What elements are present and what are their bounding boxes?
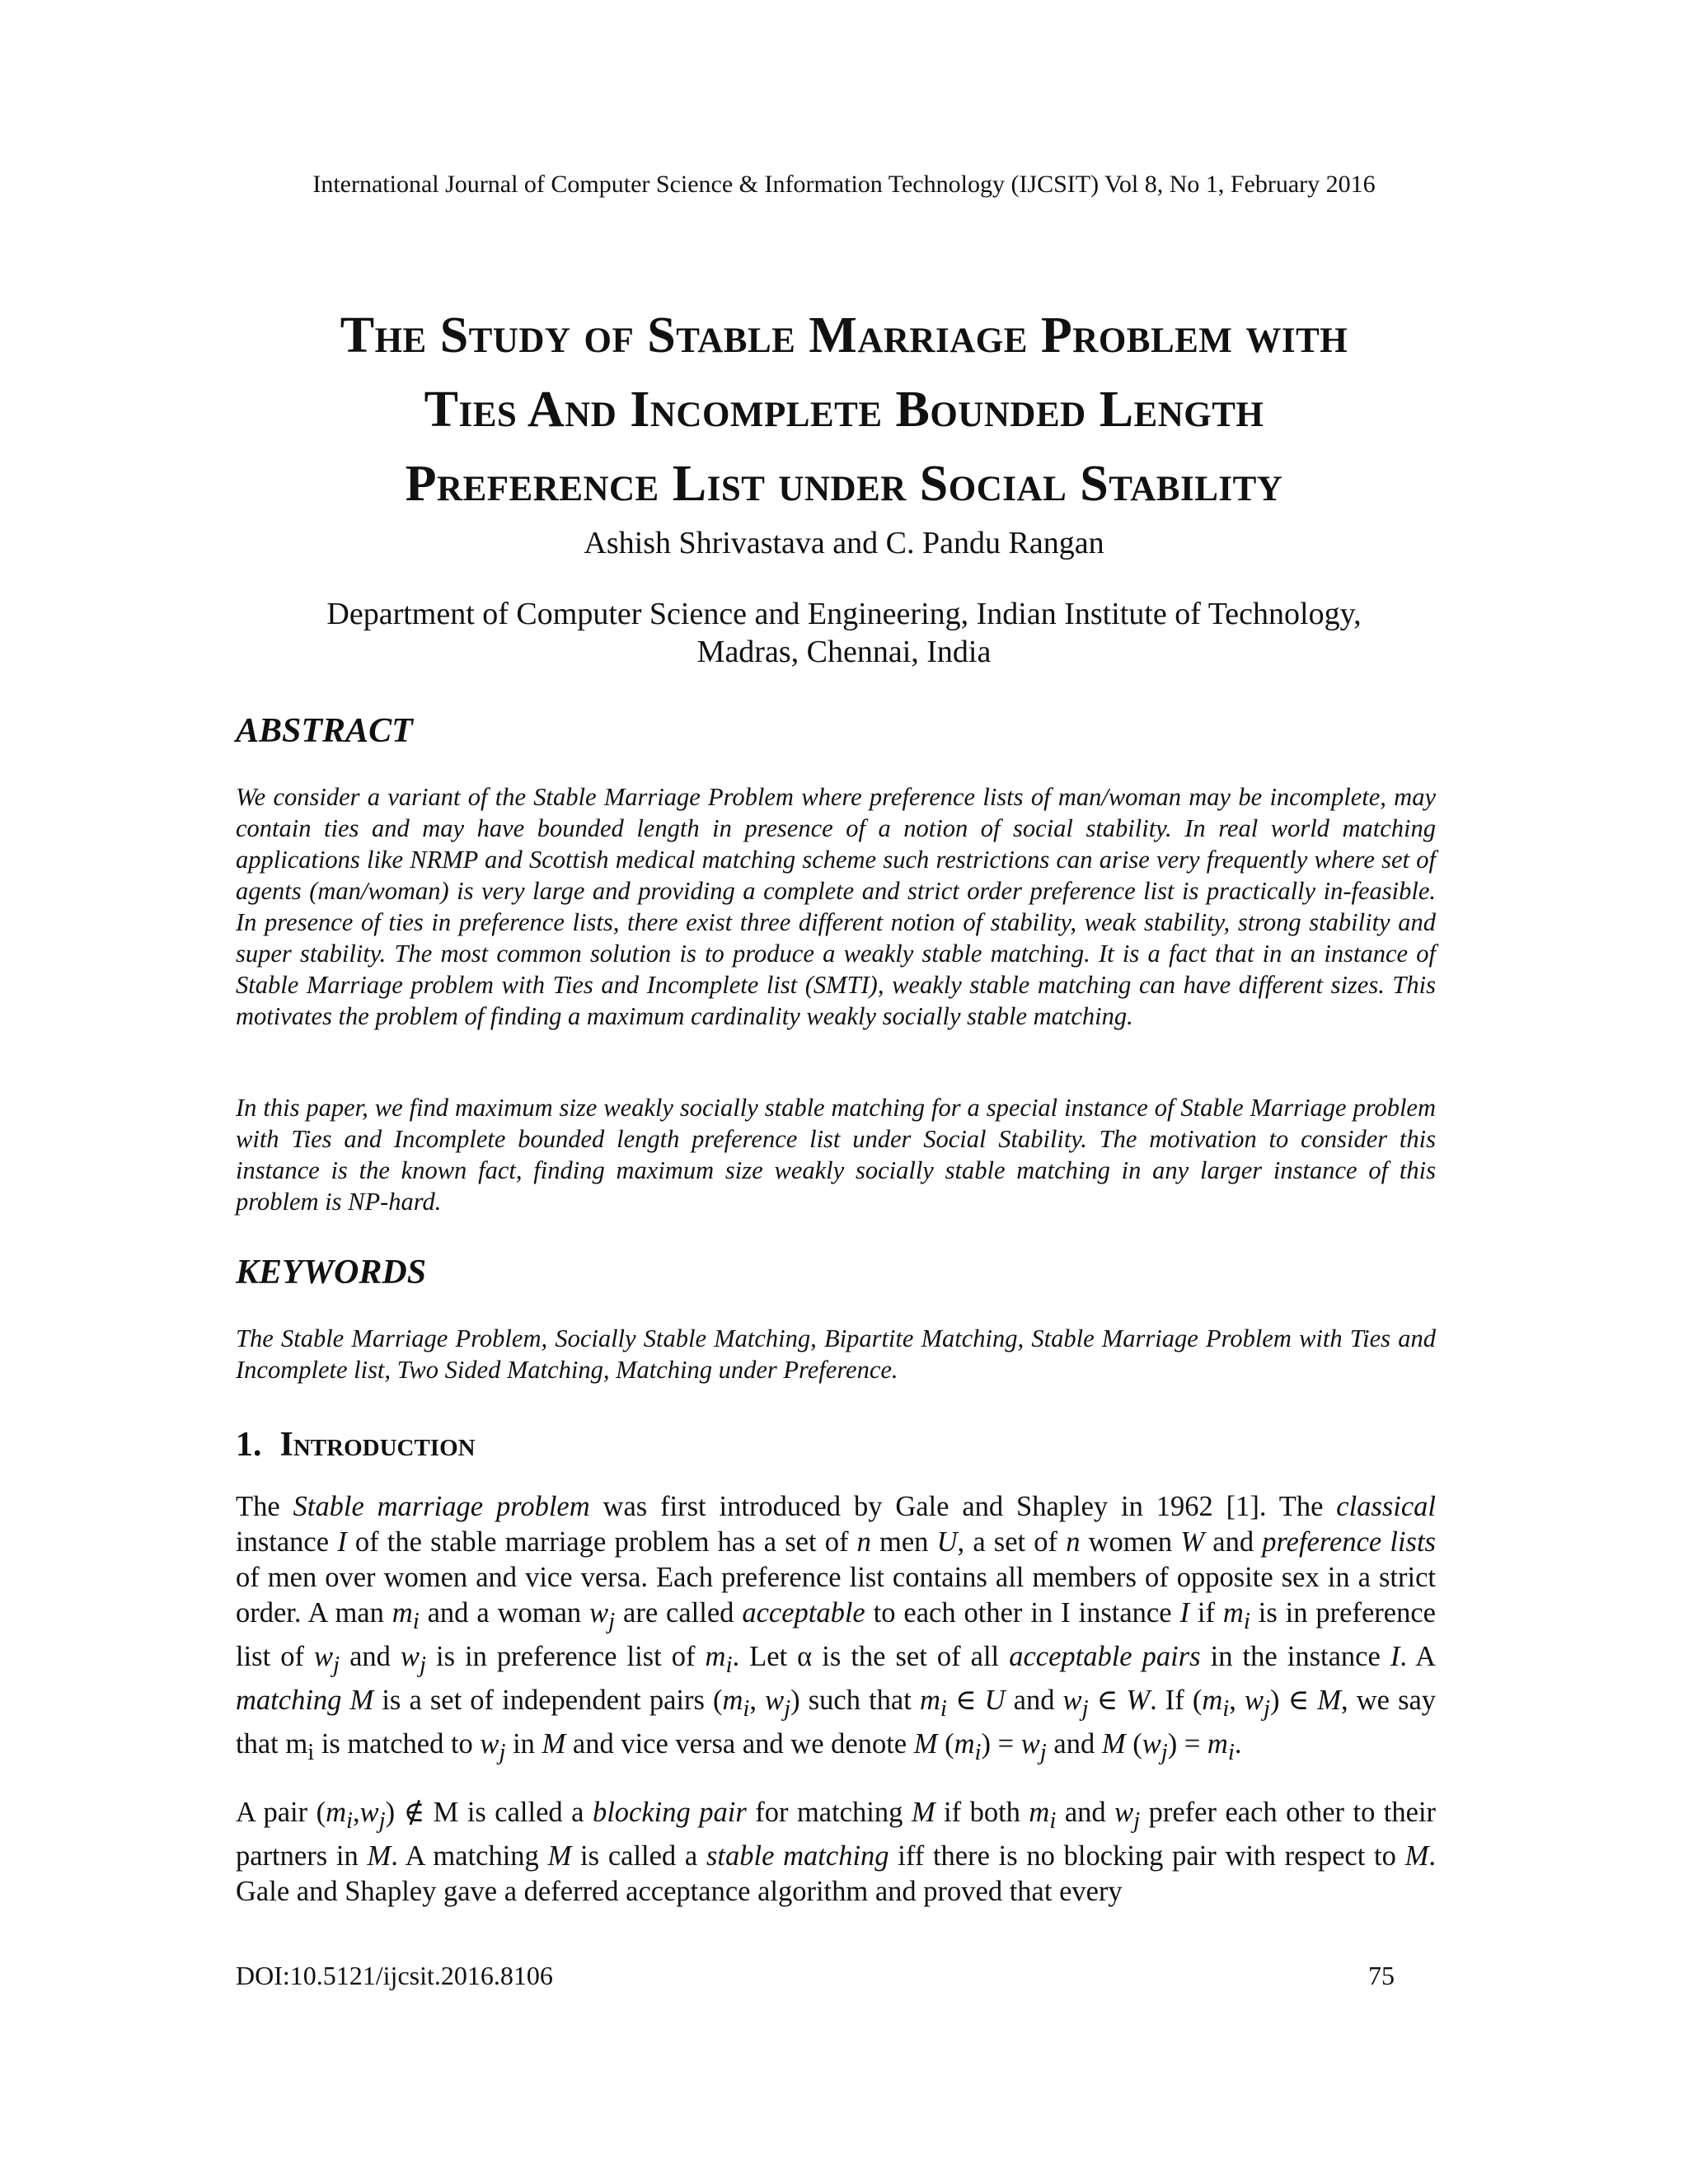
introduction-paragraph-1: The Stable marriage problem was first introduced by Gale and Shapley in 1962 [1]. The classical instance I of the stable marriage problem has a set of n men U, a set of n women W and preference lists of men over women and vice versa. Each preference list contains all members of opposite sex in a strict order. A man $m_i$ and a woman $w_j$ are called acceptable to each other in I instance I if $m_i$ is in preference list of $w_j$ and $w_j$ is in preference list of $m_i$. Let α is the set of all acceptable pairs in the instance I. A matching M is a set of independent pairs ($m_i$, $w_j$) such that $m_i$ ∈ U and $w_j$ ∈ W. If ($m_i$, $w_j$) ∈ M, we say that $m_i$ is matched to $w_j$ in M and vice versa and we denote M $(m_i) = w_j$ and M $(w_j) = m_i$. [236, 1491, 1437, 1765]
affiliation [206, 595, 1482, 671]
title-line-2: Ties And Incomplete Bounded Length [424, 382, 1264, 438]
abstract-paragraph-1: We consider a variant of the Stable Marriage Problem where preference lists of man/woman may be incomplete, may contain ties and may have bounded length in presence of a notion of social stability. In real world matching applications like NRMP and Scottish medical matching scheme such restrictions can arise very frequently where set of agents (man/woman) is very large and providing a complete and strict order preference list is practically in-feasible. In presence of ties in preference lists, there exist three different notion of stability, weak stability, strong stability and super stability. The most common solution is to produce a weakly stable matching. It is a fact that in an instance of Stable Marriage problem with Ties and Incomplete list (SMTI), weakly stable matching can have different sizes. This motivates the problem of finding a maximum cardinality weakly socially stable matching. [236, 783, 1436, 1030]
section-title: Introduction [279, 1426, 476, 1464]
paper-title [165, 298, 1523, 521]
authors: Ashish Shrivastava and C. Pandu Rangan [584, 526, 1104, 560]
title-line-3: Preference List under Social Stability [405, 456, 1283, 512]
keywords-text: The Stable Marriage Problem, Socially Stable Matching, Bipartite Matching, Stable Marriage Problem with Ties and Incomplete list, Two Sided Matching, Matching under Preference. [236, 1324, 1436, 1384]
introduction-heading [236, 1424, 476, 1465]
footer-page-number: 75 [1368, 1961, 1395, 1990]
affiliation-line-2: Madras, Chennai, India [696, 635, 992, 669]
introduction-paragraph-2: A pair $(m_i,w_j)$ ∉ M is called a blocking pair for matching M if both $m_i$ and $w_j$ prefer each other to their partners in M. A matching M is called a stable matching iff there is no blocking pair with respect to M. Gale and Shapley gave a deferred acceptance algorithm and proved that every [236, 1797, 1437, 1907]
journal-header: International Journal of Computer Science & Information Technology (IJCSIT) Vol 8, No 1, February 2016 [312, 171, 1376, 198]
keywords-heading: KEYWORDS [236, 1254, 427, 1291]
title-line-1: The Study of Stable Marriage Problem with [340, 307, 1348, 363]
affiliation-line-1: Department of Computer Science and Engineering, Indian Institute of Technology, [326, 597, 1362, 631]
footer-doi: DOI:10.5121/ijcsit.2016.8106 [236, 1961, 553, 1990]
section-number: 1. [236, 1426, 262, 1464]
abstract-heading: ABSTRACT [236, 712, 413, 750]
abstract-paragraph-2: In this paper, we find maximum size weakly socially stable matching for a special instance of Stable Marriage problem with Ties and Incomplete bounded length preference list under Social Stability. The motivation to consider this instance is the known fact, finding maximum size weakly socially stable matching in any larger instance of this problem is NP-hard. [236, 1094, 1436, 1216]
